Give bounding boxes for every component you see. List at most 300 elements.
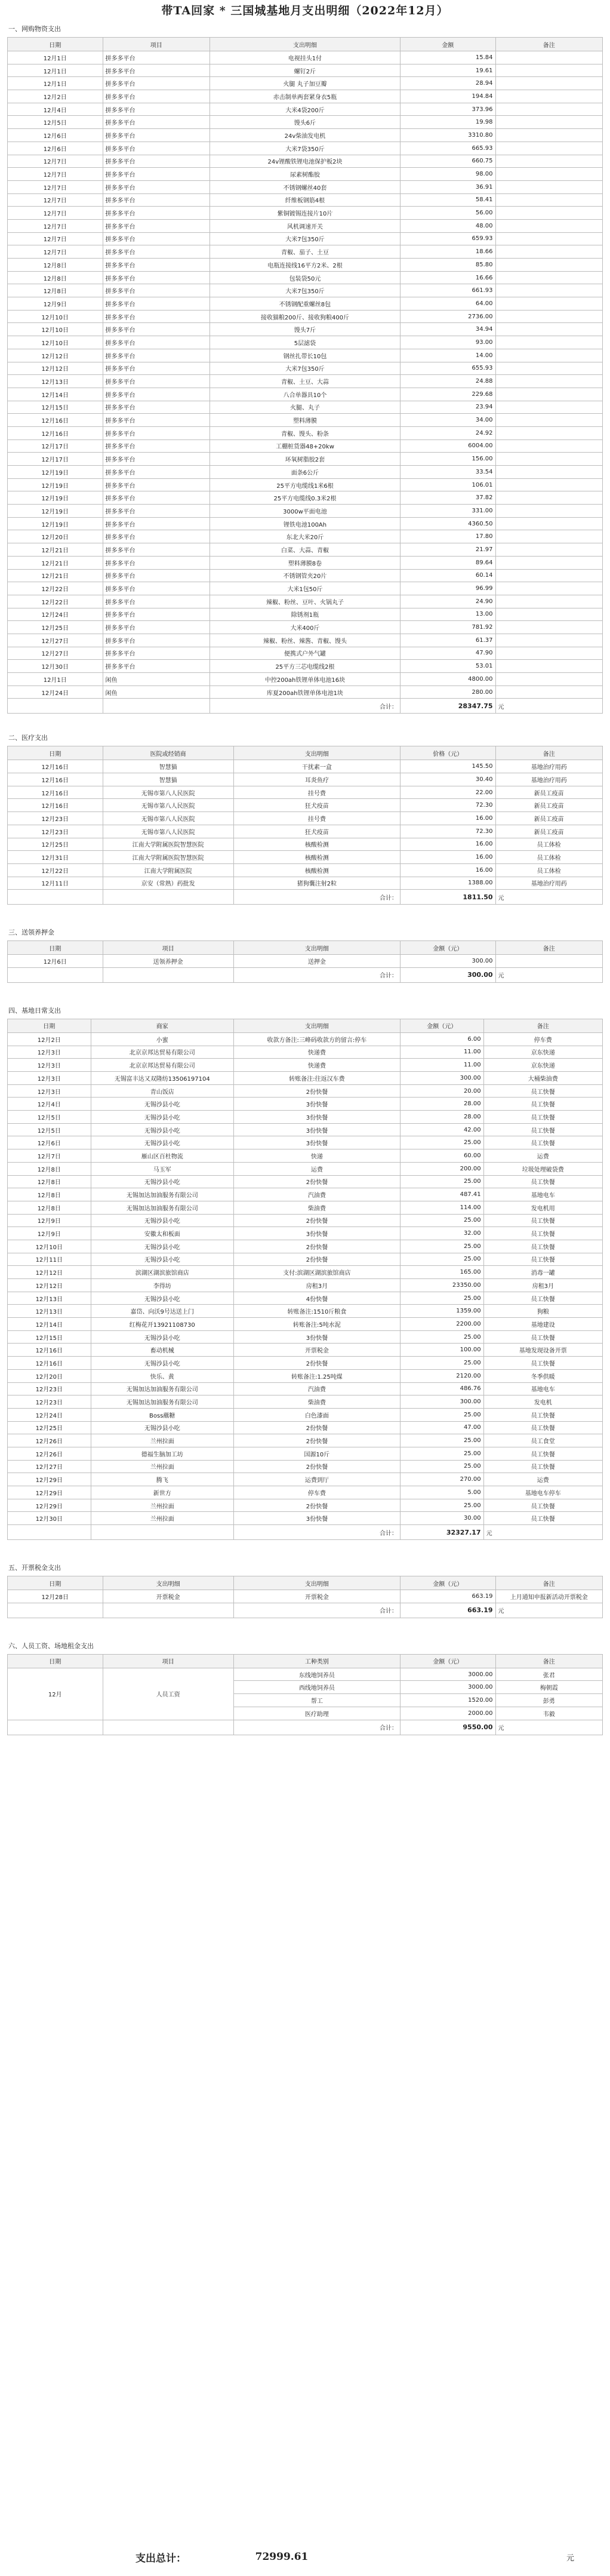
table-cell: 拼多多平台 — [103, 595, 210, 608]
table-cell — [495, 349, 602, 362]
table-cell — [495, 543, 602, 557]
table-cell: 12月3日 — [8, 1084, 91, 1098]
table-cell: 停车费 — [233, 1486, 400, 1499]
table-cell: 拼多多平台 — [103, 569, 210, 582]
table-cell: 无锡加达加油服务有限公司 — [91, 1382, 233, 1395]
table-cell: 6.00 — [400, 1032, 484, 1046]
table-cell: 送押金 — [233, 955, 400, 968]
table-cell: 23.94 — [400, 401, 496, 414]
total-label: 合计： — [233, 967, 400, 982]
table-cell: 663.19 — [400, 1590, 496, 1603]
table-cell: 12月1日 — [8, 51, 103, 64]
table-cell — [495, 310, 602, 323]
table-cell: 拼多多平台 — [103, 634, 210, 647]
total-value: 9550.00 — [400, 1720, 496, 1735]
table-cell: 员工快餐 — [483, 1240, 602, 1253]
table-cell: 12月17日 — [8, 439, 103, 453]
table-cell: 114.00 — [400, 1201, 484, 1214]
column-header: 医院或经销商 — [103, 746, 233, 760]
table-cell: 12月19日 — [8, 517, 103, 530]
table-cell: 23350.00 — [400, 1279, 484, 1292]
table-cell: 12月21日 — [8, 569, 103, 582]
table-cell: 12月6日 — [8, 142, 103, 155]
section-tax — [7, 1560, 603, 1618]
table-cell: 员工快餐 — [483, 1408, 602, 1421]
section-medical — [7, 730, 603, 905]
table-cell: 106.01 — [400, 478, 496, 491]
table-cell: 支付:滨湖区湖滨旅馆商店 — [233, 1266, 400, 1279]
table-cell — [495, 271, 602, 284]
table-row — [8, 582, 603, 595]
table-cell: 员工快餐 — [483, 1292, 602, 1305]
table-cell: 梅朝霞 — [495, 1681, 602, 1694]
table-cell: 12月9日 — [8, 297, 103, 311]
table-cell: 3份快餐 — [233, 1136, 400, 1149]
table-cell: 655.93 — [400, 362, 496, 375]
table-cell: 兰州拉面 — [91, 1512, 233, 1525]
table-cell: 32.00 — [400, 1227, 484, 1240]
table-cell: 送领养押金 — [103, 955, 233, 968]
table-cell: 12月2日 — [8, 90, 103, 103]
table-row — [8, 284, 603, 297]
table-cell: 12月30日 — [8, 1512, 91, 1525]
table-cell: 89.64 — [400, 556, 496, 569]
table-cell: 畜动机械 — [91, 1344, 233, 1357]
table-row — [8, 426, 603, 439]
table-cell — [495, 634, 602, 647]
table-row — [8, 1499, 603, 1512]
table-cell: 12月4日 — [8, 103, 103, 116]
table-cell: 智慧猫 — [103, 760, 233, 773]
table-cell: 12月21日 — [8, 543, 103, 557]
table-cell: 拼多多平台 — [103, 129, 210, 142]
table-cell: 61.37 — [400, 634, 496, 647]
table-cell: 12月27日 — [8, 634, 103, 647]
column-header: 日期 — [8, 1654, 103, 1668]
table-cell: 拼多多平台 — [103, 556, 210, 569]
table-cell: 电瓶连接线16平方2米、2根 — [210, 259, 400, 272]
table-row — [8, 439, 603, 453]
table-cell: 拼多多平台 — [103, 453, 210, 466]
table-cell: 12月16日 — [8, 1357, 91, 1370]
table-cell: 大米1包50斤 — [210, 582, 400, 595]
table-cell: 基地电车 — [483, 1188, 602, 1201]
table-cell — [495, 414, 602, 427]
table-cell: 白色漆面 — [233, 1408, 400, 1421]
table-cell: 转账备注:1510斤粮食 — [233, 1305, 400, 1318]
table-cell: 12月6日 — [8, 129, 103, 142]
total-label: 合计： — [233, 890, 400, 905]
table-row — [8, 1188, 603, 1201]
table-row — [8, 375, 603, 388]
table-cell: 青椒、馒头、粉条 — [210, 426, 400, 439]
table-cell: 300.00 — [400, 1395, 484, 1409]
table-row — [8, 349, 603, 362]
column-header: 支出明细 — [233, 746, 400, 760]
table-cell: 3310.80 — [400, 129, 496, 142]
table-cell: 拼多多平台 — [103, 90, 210, 103]
table-cell: 12月23日 — [8, 812, 103, 825]
table-cell: 25.00 — [400, 1408, 484, 1421]
table-cell: 12月7日 — [8, 219, 103, 232]
table-cell: 无锡沙县小吃 — [91, 1253, 233, 1266]
table-cell — [495, 660, 602, 673]
table-cell: 除锈剂1瓶 — [210, 608, 400, 621]
table-cell: 5.00 — [400, 1486, 484, 1499]
table-cell — [495, 453, 602, 466]
table-cell: 员工快餐 — [483, 1111, 602, 1124]
table-cell: 开票税金 — [103, 1590, 233, 1603]
table-cell: 25.00 — [400, 1292, 484, 1305]
table-cell: 京东快递 — [483, 1046, 602, 1059]
table-cell: 3000.00 — [400, 1668, 496, 1681]
table-cell: 12月19日 — [8, 505, 103, 518]
table-cell: 快递费 — [233, 1046, 400, 1059]
table-cell — [495, 168, 602, 181]
table-cell: 12月7日 — [8, 168, 103, 181]
table-cell: 员工快餐 — [483, 1084, 602, 1098]
table-cell: 拼多多平台 — [103, 64, 210, 77]
table-cell: 229.68 — [400, 388, 496, 401]
table-row — [8, 1279, 603, 1292]
table-cell: 员工快餐 — [483, 1098, 602, 1111]
table-cell: 12月8日 — [8, 1175, 91, 1188]
table-cell: 拼多多平台 — [103, 362, 210, 375]
table-cell: 拼多多平台 — [103, 103, 210, 116]
column-header: 金额（元） — [400, 1019, 484, 1032]
table-row — [8, 1408, 603, 1421]
table-row — [8, 1072, 603, 1085]
section-fee — [7, 925, 603, 983]
table-cell: 3份快餐 — [233, 1227, 400, 1240]
table-cell: 员工快餐 — [483, 1447, 602, 1460]
table-cell — [495, 51, 602, 64]
table-cell: 电视挂头1付 — [210, 51, 400, 64]
table-cell — [495, 64, 602, 77]
table-row — [8, 180, 603, 193]
table-cell: 运费 — [483, 1473, 602, 1486]
table-cell: 25.00 — [400, 1240, 484, 1253]
table-cell: 大米7包350斤 — [210, 362, 400, 375]
table-cell: 47.00 — [400, 1421, 484, 1434]
table-row — [8, 877, 603, 890]
table-cell: 34.00 — [400, 414, 496, 427]
table-cell: 张君 — [495, 1668, 602, 1681]
table-cell: 开票税金 — [233, 1590, 400, 1603]
table-cell — [495, 284, 602, 297]
table-cell — [495, 478, 602, 491]
section-heading: 二、医疗支出 — [8, 734, 48, 742]
table-cell: 661.93 — [400, 284, 496, 297]
table-cell — [495, 595, 602, 608]
table-row — [8, 673, 603, 686]
table-cell: 12月16日 — [8, 414, 103, 427]
table-cell: 12月26日 — [8, 1447, 91, 1460]
table-cell: 12月30日 — [8, 660, 103, 673]
table-cell: 员工体检 — [495, 838, 602, 851]
table-cell: 4800.00 — [400, 673, 496, 686]
section-salary — [7, 1639, 603, 1735]
table-cell — [495, 323, 602, 336]
table-cell: 运费 — [483, 1149, 602, 1163]
table-cell: 12月29日 — [8, 1499, 91, 1512]
table-cell — [495, 621, 602, 634]
table-cell: 12月23日 — [8, 1395, 91, 1409]
table-cell: 12月24日 — [8, 686, 103, 699]
table-row — [8, 1175, 603, 1188]
column-header: 支出明细 — [210, 38, 400, 51]
table-cell: 12月1日 — [8, 64, 103, 77]
table-cell: 拼多多平台 — [103, 155, 210, 168]
table-row — [8, 1357, 603, 1370]
table-cell: 拼多多平台 — [103, 647, 210, 660]
table-cell: 30.40 — [400, 773, 496, 786]
table-row — [8, 608, 603, 621]
table-cell: 兰州拉面 — [91, 1499, 233, 1512]
table-cell: 八合单器具10个 — [210, 388, 400, 401]
table-cell: 雁山区百杜物流 — [91, 1149, 233, 1163]
table-cell: 25.00 — [400, 1460, 484, 1473]
table-cell: 300.00 — [400, 955, 496, 968]
table-cell: 21.97 — [400, 543, 496, 557]
table-cell: 无锡沙县小吃 — [91, 1123, 233, 1136]
total-value: 300.00 — [400, 967, 496, 982]
table-cell: 64.00 — [400, 297, 496, 311]
table-cell: 12月3日 — [8, 1072, 91, 1085]
table-cell: 火腿 丸子加豆瓣 — [210, 77, 400, 90]
column-header: 项目 — [103, 941, 233, 955]
table-cell: 不锈钢配重螺丝8包 — [210, 297, 400, 311]
table-row — [8, 1136, 603, 1149]
section-heading: 五、开票税金支出 — [8, 1564, 61, 1572]
table-cell: 12月19日 — [8, 491, 103, 505]
table-cell: 汽油费 — [233, 1382, 400, 1395]
column-header: 项目 — [103, 38, 210, 51]
table-cell — [495, 77, 602, 90]
table-row — [8, 825, 603, 838]
table-cell: 员工快餐 — [483, 1512, 602, 1525]
table-cell: 28.00 — [400, 1098, 484, 1111]
table-row — [8, 219, 603, 232]
table-cell: 24v柴油发电机 — [210, 129, 400, 142]
table-row — [8, 543, 603, 557]
table-cell: 28.94 — [400, 77, 496, 90]
table-cell: 新员工疫苗 — [495, 825, 602, 838]
total-unit: 元 — [495, 1603, 602, 1618]
grand-total-value: 72999.61 — [255, 2551, 309, 2563]
table-cell: 12月7日 — [8, 180, 103, 193]
table-cell: 12月24日 — [8, 608, 103, 621]
table-cell: 不锈钢管夹20片 — [210, 569, 400, 582]
table-row — [8, 129, 603, 142]
table-cell: 14.00 — [400, 349, 496, 362]
table-cell: 无锡市第八人民医院 — [103, 786, 233, 799]
table-cell: 员工快餐 — [483, 1460, 602, 1473]
table-cell: 12月7日 — [8, 193, 103, 207]
table-cell: 12月31日 — [8, 851, 103, 864]
table-cell: 12月25日 — [8, 621, 103, 634]
table-cell: 员工快餐 — [483, 1253, 602, 1266]
table-cell: 基地治疗用药 — [495, 773, 602, 786]
table-cell: 员工快餐 — [483, 1421, 602, 1434]
table-cell: 员工快餐 — [483, 1357, 602, 1370]
table-row — [8, 1460, 603, 1473]
table-cell: 25.00 — [400, 1330, 484, 1344]
table-cell: 12月12日 — [8, 362, 103, 375]
table-cell: 2份快餐 — [233, 1240, 400, 1253]
table-cell: 12月12日 — [8, 1266, 91, 1279]
table-cell: 4360.50 — [400, 517, 496, 530]
table-cell: 辣椒、粉丝、辣酱、青椒、馒头 — [210, 634, 400, 647]
table-cell: 拼多多平台 — [103, 478, 210, 491]
table-row — [8, 323, 603, 336]
table-row — [8, 1084, 603, 1098]
table-cell: 25.00 — [400, 1214, 484, 1227]
table-cell: 纤维板钢筋4根 — [210, 193, 400, 207]
table-cell: 拼多多平台 — [103, 388, 210, 401]
grand-total-label: 支出总计： — [135, 2552, 186, 2565]
table-cell: 开票税金 — [233, 1344, 400, 1357]
table-cell — [495, 193, 602, 207]
table-cell: 12月7日 — [8, 232, 103, 245]
table-cell: 12月13日 — [8, 375, 103, 388]
table-cell: 新员工疫苗 — [495, 812, 602, 825]
table-cell: 12月3日 — [8, 1059, 91, 1072]
table-cell: 12月7日 — [8, 245, 103, 259]
column-header: 备注 — [495, 1576, 602, 1590]
table-cell: 12月12日 — [8, 1279, 91, 1292]
table-cell: 12月16日 — [8, 760, 103, 773]
table-cell: 12月15日 — [8, 401, 103, 414]
table-cell: 基地电车 — [483, 1382, 602, 1395]
table-cell: 青山饭店 — [91, 1084, 233, 1098]
table-cell: 垃圾处理破袋费 — [483, 1162, 602, 1175]
table-cell: 25.00 — [400, 1253, 484, 1266]
table-cell: 运费到厅 — [233, 1473, 400, 1486]
table-cell: 柴油费 — [233, 1395, 400, 1409]
table-cell — [495, 686, 602, 699]
table-cell: 25.00 — [400, 1175, 484, 1188]
table-row — [8, 245, 603, 259]
table-cell: 2份快餐 — [233, 1253, 400, 1266]
table-cell: 拼多多平台 — [103, 142, 210, 155]
table-cell: 33.54 — [400, 466, 496, 479]
column-header: 日期 — [8, 38, 103, 51]
table-cell: 快递费 — [233, 1059, 400, 1072]
table-cell: 停车费 — [483, 1032, 602, 1046]
total-value: 32327.17 — [400, 1525, 484, 1540]
table-row — [8, 1149, 603, 1163]
table-cell: 京东快递 — [483, 1059, 602, 1072]
table-cell — [495, 517, 602, 530]
table-cell: 72.30 — [400, 799, 496, 812]
table-cell — [495, 180, 602, 193]
table-cell: 24.90 — [400, 595, 496, 608]
table-cell: 659.93 — [400, 232, 496, 245]
table-cell: 基地建设 — [483, 1318, 602, 1331]
table-cell: 北京京邦达贸易有限公司 — [91, 1046, 233, 1059]
table-cell: 12月26日 — [8, 1434, 91, 1447]
table-cell: 12月10日 — [8, 310, 103, 323]
table-cell — [495, 426, 602, 439]
table-cell: 辣椒、粉丝、豆叶、火锅丸子 — [210, 595, 400, 608]
table-cell: 25平方电缆线1米6根 — [210, 478, 400, 491]
table-row — [8, 838, 603, 851]
column-header: 项目 — [103, 1654, 233, 1668]
table-cell: 12月16日 — [8, 786, 103, 799]
table-row — [8, 271, 603, 284]
table-cell: 拼多多平台 — [103, 232, 210, 245]
table-cell: 德福生脑加工坊 — [91, 1447, 233, 1460]
table-cell: 无锡加达加油服务有限公司 — [91, 1188, 233, 1201]
table-cell: 大米7包350斤 — [210, 284, 400, 297]
table-cell: 72.30 — [400, 825, 496, 838]
total-label: 合计： — [233, 1603, 400, 1618]
table-cell: 4份快餐 — [233, 1292, 400, 1305]
table-cell: 12月20日 — [8, 1369, 91, 1382]
table-cell: 江南大学附属医院智慧医院 — [103, 838, 233, 851]
table-row — [8, 142, 603, 155]
table-cell: 24.88 — [400, 375, 496, 388]
table-cell: 无锡市第八人民医院 — [103, 825, 233, 838]
table-row — [8, 90, 603, 103]
table-cell: 员工快餐 — [483, 1214, 602, 1227]
table-cell: 25平方电缆线0.3米2根 — [210, 491, 400, 505]
table-cell: 12月14日 — [8, 1318, 91, 1331]
table-row — [8, 1098, 603, 1111]
tax-table — [7, 1576, 603, 1618]
column-header: 支出明细 — [233, 1576, 400, 1590]
table-row — [8, 786, 603, 799]
table-cell: 25平方三芯电缆线2根 — [210, 660, 400, 673]
table-cell: 闲鱼 — [103, 686, 210, 699]
table-row — [8, 207, 603, 220]
table-row — [8, 1473, 603, 1486]
total-value: 1811.50 — [400, 890, 496, 905]
table-row — [8, 259, 603, 272]
total-label: 合计： — [210, 699, 400, 714]
table-cell: 12月11日 — [8, 877, 103, 890]
table-cell: 24.92 — [400, 426, 496, 439]
table-cell: 转账备注:1.25吨煤 — [233, 1369, 400, 1382]
table-cell: 16.00 — [400, 812, 496, 825]
table-cell: 面条6公斤 — [210, 466, 400, 479]
table-cell: 无锡沙县小吃 — [91, 1136, 233, 1149]
table-cell — [495, 569, 602, 582]
table-row — [8, 1227, 603, 1240]
table-cell: 青椒、茄子、土豆 — [210, 245, 400, 259]
table-cell: 1359.00 — [400, 1305, 484, 1318]
column-header: 备注 — [495, 1654, 602, 1668]
table-cell: 12月8日 — [8, 259, 103, 272]
table-row — [8, 491, 603, 505]
table-cell: 25.00 — [400, 1499, 484, 1512]
table-row — [8, 569, 603, 582]
table-cell: 48.00 — [400, 219, 496, 232]
total-unit: 元 — [483, 1525, 602, 1540]
table-cell: 2份快餐 — [233, 1357, 400, 1370]
column-header: 支出明细 — [233, 941, 400, 955]
table-row — [8, 1382, 603, 1395]
table-cell: 28.00 — [400, 1111, 484, 1124]
table-cell: 便携式户外气罐 — [210, 647, 400, 660]
table-cell: 12月6日 — [8, 955, 103, 968]
table-cell: 风机调速开关 — [210, 219, 400, 232]
table-cell: 12月23日 — [8, 1382, 91, 1395]
table-cell: 东线地饲养员 — [233, 1668, 400, 1681]
table-cell: 工棚桩货器48+20kw — [210, 439, 400, 453]
table-cell: 12月5日 — [8, 1123, 91, 1136]
